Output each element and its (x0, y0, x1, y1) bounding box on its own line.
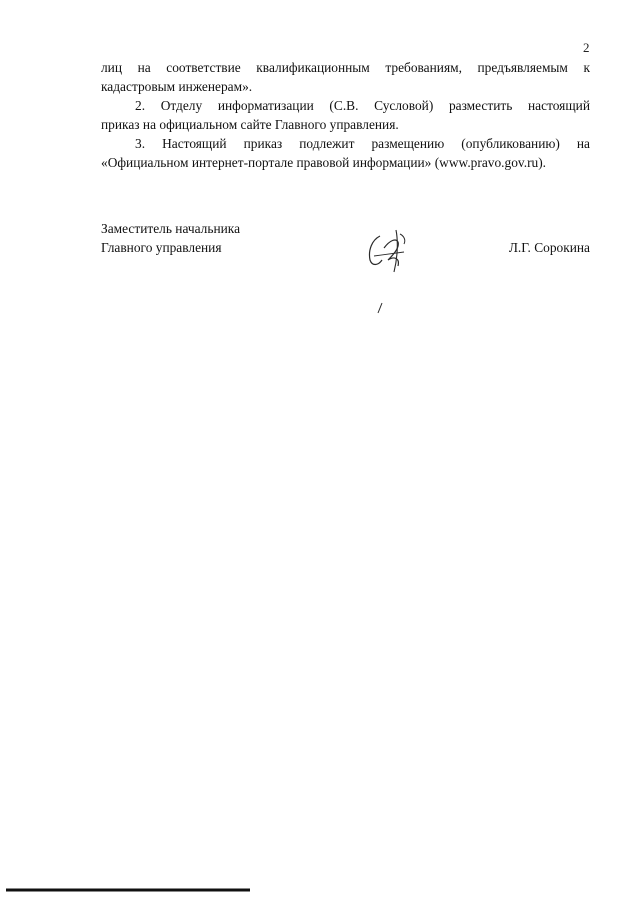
signatory-title-line-1: Заместитель начальника (101, 221, 241, 236)
signature-block (101, 219, 590, 269)
document-body (101, 58, 590, 172)
paragraph-1-line-2: кадастровым инженерам». (101, 79, 253, 94)
scan-edge-bar (6, 888, 250, 892)
signatory-title-line-2: Главного управления (101, 240, 222, 255)
signatory-name: Л.Г. Сорокина (508, 240, 590, 255)
paragraph-2-line-2: приказ на официальном сайте Главного управления. (101, 117, 399, 132)
stray-pen-mark (376, 302, 384, 314)
handwritten-signature (360, 226, 420, 276)
paragraph-1-line-1: лиц на соответствие квалификационным требованиям, предъявляемым к (101, 60, 590, 75)
paragraph-3-line-1: 3. Настоящий приказ подлежит размещению (опубликованию) на (135, 136, 590, 151)
paragraph-3-line-2: «Официальном интернет-портале правовой информации» (www.pravo.gov.ru). (101, 155, 547, 170)
paragraph-2-line-1: 2. Отделу информатизации (С.В. Сусловой) разместить настоящий (135, 98, 590, 113)
page-number: 2 (583, 40, 590, 55)
